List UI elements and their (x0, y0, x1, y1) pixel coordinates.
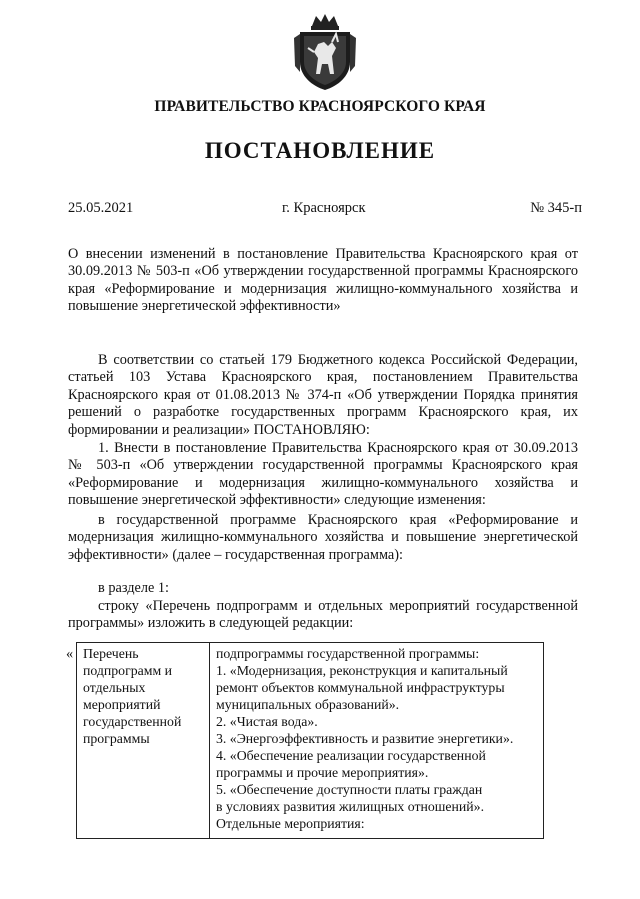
government-name: ПРАВИТЕЛЬСТВО КРАСНОЯРСКОГО КРАЯ (154, 98, 486, 115)
label-line: государственной (83, 714, 182, 729)
content-line: программы и прочие мероприятия». (216, 765, 429, 780)
document-city: г. Красноярск (282, 200, 366, 216)
preamble-paragraph: В соответствии со статьей 179 Бюджетного кодекса Российской Федерации, статьей 103 Устава Красноярского края, постановлением Правительства Красноярского края от 01.08.2013 № 374-п «Об утверждении Порядка принятия решений о разработке государственных программ Красноярского края, их формировании и реализации» ПОСТАНОВЛЯЮ: (68, 352, 578, 438)
program-list-table (76, 642, 544, 839)
content-line: ремонт объектов коммунальной инфраструктуры (216, 680, 505, 695)
row-label-cell (77, 643, 210, 839)
open-quote-mark: « (66, 646, 74, 662)
content-line: 1. «Модернизация, реконструкция и капитальный (216, 663, 508, 678)
row-content-cell (210, 643, 544, 839)
content-line: 4. «Обеспечение реализации государственной (216, 748, 486, 763)
program-reference-paragraph: в государственной программе Красноярского края «Реформирование и модернизация жилищно-коммунального хозяйства и повышение энергетической эффективности» (далее – государственная программа): (68, 512, 578, 563)
document-subject: О внесении изменений в постановление Правительства Красноярского края от 30.09.2013 № 503-п «Об утверждении государственной программы Красноярского края «Реформирование и модернизация жилищно-коммунального хозяйства и повышение энергетической эффективности» (68, 246, 578, 315)
section-paragraph: в разделе 1: (98, 580, 170, 596)
row-instruction-paragraph: строку «Перечень подпрограмм и отдельных мероприятий государственной программы» изложить в следующей редакции: (68, 598, 578, 632)
document-type-title: ПОСТАНОВЛЕНИЕ (204, 138, 436, 163)
label-line: подпрограмм и (83, 663, 173, 678)
label-line: мероприятий (83, 697, 161, 712)
table-row (77, 643, 544, 839)
content-line: 5. «Обеспечение доступности платы граждан (216, 782, 483, 797)
label-line: программы (83, 731, 150, 746)
document-number: № 345-п (530, 200, 582, 216)
content-line: в условиях развития жилищных отношений». (216, 799, 485, 814)
content-line: 3. «Энергоэффективность и развитие энергетики». (216, 731, 514, 746)
content-line: 2. «Чистая вода». (216, 714, 318, 729)
label-line: отдельных (83, 680, 146, 695)
document-date: 25.05.2021 (68, 200, 134, 216)
content-line: муниципальных образований». (216, 697, 400, 712)
label-line: Перечень (83, 646, 139, 661)
krasnoyarsk-coat-of-arms-icon (292, 12, 358, 92)
content-line: подпрограммы государственной программы: (216, 646, 480, 661)
item-1-paragraph: 1. Внести в постановление Правительства Красноярского края от 30.09.2013 № 503-п «Об утверждении государственной программы Красноярского края «Реформирование и модернизация жилищно-коммунального хозяйства и повышение энергетической эффективности» следующие изменения: (68, 440, 578, 509)
content-line: Отдельные мероприятия: (216, 816, 365, 831)
